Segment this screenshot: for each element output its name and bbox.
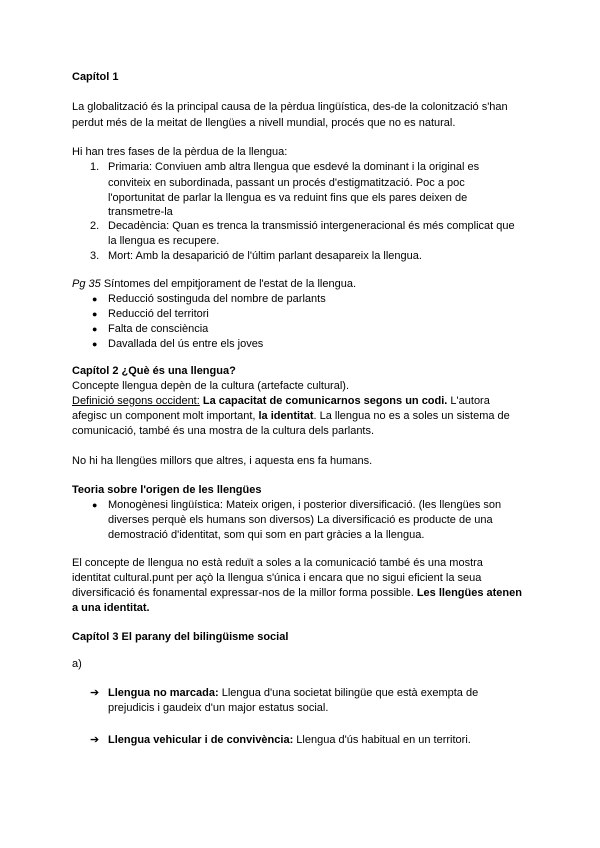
paragraph-line: perdut més de la meitat de llengües a nivell mundial, procés que no es natural. bbox=[72, 117, 456, 129]
definition-line: Definició segons occident: La capacitat de comunicarnos segons un codi. L'autora bbox=[72, 395, 490, 407]
bullet-icon: ● bbox=[92, 339, 98, 349]
bullet-icon: ● bbox=[92, 324, 98, 334]
bullet-icon: ● bbox=[92, 500, 98, 510]
paragraph-line: diversificació és fonamental expressar-nos de la millor forma possible. Les llengües atenen bbox=[72, 587, 522, 599]
arrow-item-line: Llengua vehicular i de convivència: Llengua d'ús habitual en un territori. bbox=[108, 734, 471, 746]
paragraph-line: Concepte llengua depèn de la cultura (artefacte cultural). bbox=[72, 380, 350, 392]
paragraph-line: identitat cultural.punt per açò la llengua s'única i encara que no sigui eficient la seua bbox=[72, 572, 482, 584]
paragraph-line: El concepte de llengua no està reduït a soles a la comunicació també és una mostra bbox=[72, 557, 483, 569]
list-item-line: Primaria: Conviuen amb altra llengua que esdevé la dominant i la original es bbox=[108, 161, 480, 173]
bullet-item-line: Monogènesi lingüística: Mateix origen, i posterior diversificació. (les llengües son bbox=[108, 499, 502, 511]
symptoms-intro bbox=[72, 277, 356, 292]
list-item-line: Decadència: Quan es trenca la transmissió intergeneracional és més complicat que bbox=[108, 220, 515, 232]
paragraph-line: No hi ha llengües millors que altres, i aquesta ens fa humans. bbox=[72, 455, 373, 467]
bullet-item-line: diverses perquè els humans son diversos) La diversificació es producte de una bbox=[108, 514, 493, 526]
bullet-item: Falta de consciència bbox=[108, 323, 209, 335]
paragraph-line: La globalització és la principal causa de la pèrdua lingüística, des-de la colonització s'han bbox=[72, 101, 508, 113]
chapter-3-title: Capítol 3 El parany del bilingüisme social bbox=[72, 631, 289, 643]
phases-intro: Hi han tres fases de la pèrdua de la llengua: bbox=[72, 146, 288, 158]
list-number: 1. bbox=[90, 161, 100, 173]
chapter-2-title: Capítol 2 ¿Què és una llengua? bbox=[72, 365, 236, 377]
paragraph-line: afegisc un component molt important, la identitat. La llengua no es a soles un sistema de bbox=[72, 410, 510, 422]
chapter-1-title: Capítol 1 bbox=[72, 71, 119, 83]
list-item-line: transmetre-la bbox=[108, 206, 173, 218]
bullet-item: Reducció sostinguda del nombre de parlants bbox=[108, 293, 326, 305]
page-reference: Pg 35 bbox=[72, 278, 101, 290]
list-number: 3. bbox=[90, 250, 100, 262]
bullet-item-line: demostració d'identitat, som qui som en part gràcies a la llengua. bbox=[108, 529, 425, 541]
list-item-line: Mort: Amb la desaparició de l'últim parlant desapareix la llengua. bbox=[108, 250, 422, 262]
section-label: a) bbox=[72, 658, 82, 670]
bullet-item: Reducció del territori bbox=[108, 308, 209, 320]
arrow-icon: ➔ bbox=[90, 687, 100, 699]
paragraph-line: comunicació, també és una mostra de la cultura dels parlants. bbox=[72, 425, 375, 437]
list-number: 2. bbox=[90, 220, 100, 232]
list-item-line: la llengua es recupere. bbox=[108, 235, 220, 247]
bullet-icon: ● bbox=[92, 309, 98, 319]
theory-title: Teoria sobre l'origen de les llengües bbox=[72, 484, 262, 496]
arrow-item-line: prejudicis i gaudeix d'un major estatus social. bbox=[108, 702, 329, 714]
bullet-item: Davallada del ús entre els joves bbox=[108, 338, 264, 350]
bullet-icon: ● bbox=[92, 294, 98, 304]
symptoms-intro-text: Síntomes del empitjorament de l'estat de la llengua. bbox=[103, 278, 357, 290]
arrow-item-line: Llengua no marcada: Llengua d'una societat bilingüe que està exempta de bbox=[108, 687, 479, 699]
list-item-line: l'oportunitat de parlar la llengua es va reduint fins que els pares deixen de bbox=[108, 192, 468, 204]
arrow-icon: ➔ bbox=[90, 734, 100, 746]
paragraph-line: a una identitat. bbox=[72, 602, 150, 614]
list-item-line: conviteix en subordinada, passant un procés d'estigmatització. Poc a poc bbox=[108, 177, 465, 189]
